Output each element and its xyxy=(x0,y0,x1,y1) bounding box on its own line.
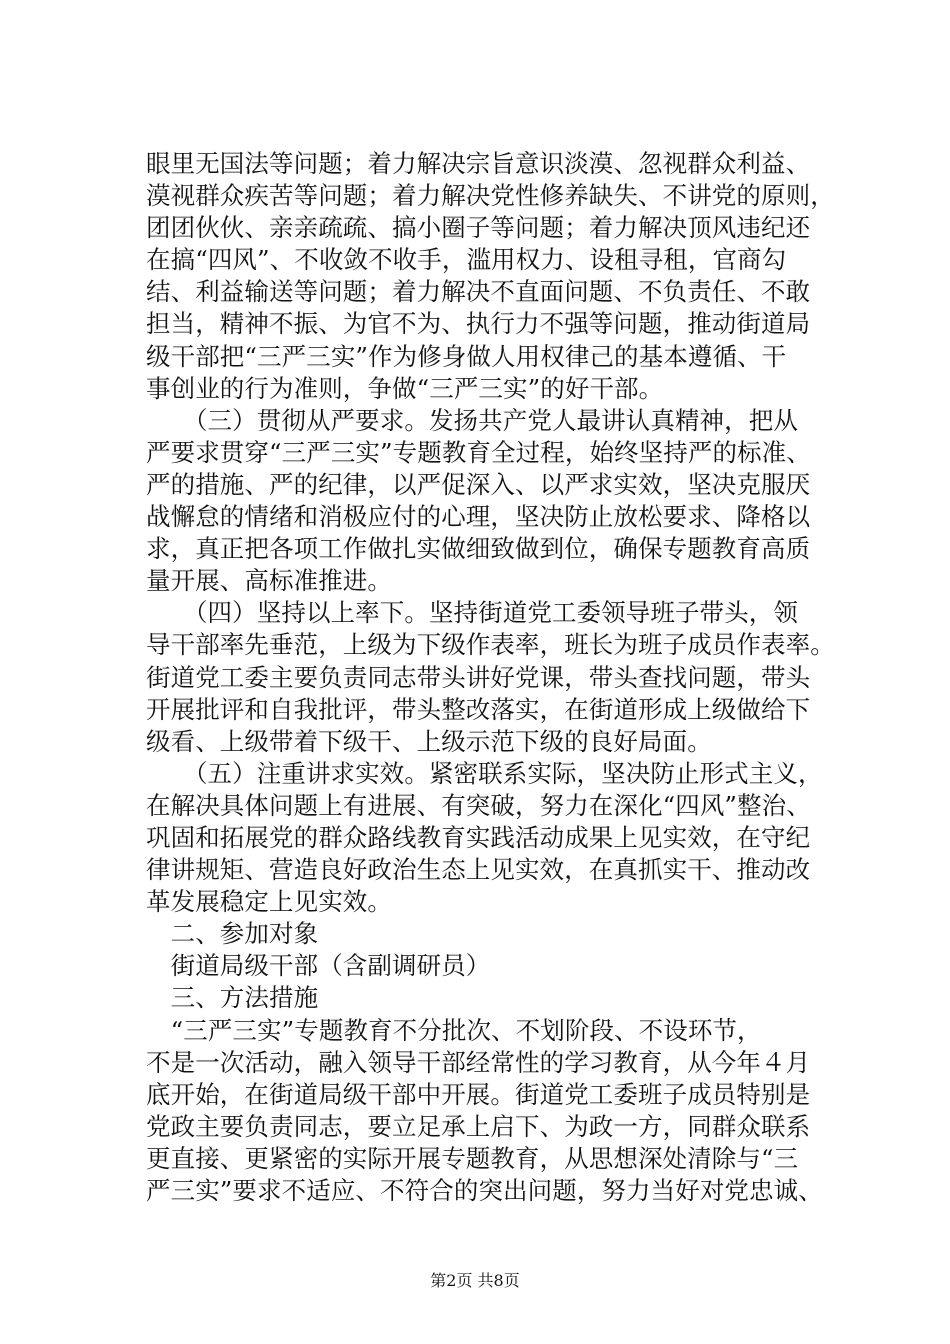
text-line: 事创业的行为准则，争做“三严三实”的好干部。 xyxy=(146,373,664,403)
text-line: 严要求贯穿“三严三实”专题教育全过程，始终坚持严的标准、 xyxy=(146,437,811,467)
text-line: 战懈怠的情绪和消极应付的心理，坚决防止放松要求、降格以 xyxy=(146,502,811,532)
text-line: 严的措施、严的纪律，以严促深入、以严求实效，坚决克服厌 xyxy=(146,469,811,499)
text-line: 担当，精神不振、为官不为、执行力不强等问题，推动街道局 xyxy=(146,309,811,339)
text-line: 街道局级干部（含副调研员） xyxy=(146,951,491,981)
text-line: 级看、上级带着下级干、上级示范下级的良好局面。 xyxy=(146,726,712,756)
text-line: 导干部率先垂范，上级为下级作表率，班长为班子成员作表率。 xyxy=(146,630,835,660)
text-line: 量开展、高标准推进。 xyxy=(146,566,392,596)
text-line: 求，真正把各项工作做扎实做细致做到位，确保专题教育高质 xyxy=(146,534,811,564)
text-line: 团团伙伙、亲亲疏疏、搞小圈子等问题；着力解决顶风违纪还 xyxy=(146,213,811,243)
text-line: 眼里无国法等问题；着力解决宗旨意识淡漠、忽视群众利益、 xyxy=(146,149,811,178)
text-line: 严三实”要求不适应、不符合的突出问题，努力当好对党忠诚、 xyxy=(146,1176,823,1205)
document-body xyxy=(146,148,836,1207)
section-heading-line: （三）贯彻从严要求。发扬共产党人最讲认真精神，把从 xyxy=(146,405,798,435)
text-line: 在解决具体问题上有进展、有突破，努力在深化“四风”整治、 xyxy=(146,790,811,820)
text-line: 党政主要负责同志，要立足承上启下、为政一方，同群众联系 xyxy=(146,1111,811,1141)
text-line: 在搞“四风”、不收敛不收手，滥用权力、设租寻租，官商勾 xyxy=(146,245,787,275)
text-line: 开展批评和自我批评，带头整改落实，在街道形成上级做给下 xyxy=(146,694,811,724)
text-line: 漠视群众疾苦等问题；着力解决党性修养缺失、不讲党的原则， xyxy=(146,181,835,211)
section-heading-line: （五）注重讲求实效。紧密联系实际，坚决防止形式主义， xyxy=(146,758,823,788)
text-line: “三严三实”专题教育不分批次、不划阶段、不设环节， xyxy=(146,1015,762,1045)
page-number-footer: 第2页 共8页 xyxy=(430,1271,520,1290)
text-line: 革发展稳定上见实效。 xyxy=(146,887,392,917)
text-line: 更直接、更紧密的实际开展专题教育，从思想深处清除与“三 xyxy=(146,1143,799,1173)
text-line: 律讲规矩、营造良好政治生态上见实效，在真抓实干、推动改 xyxy=(146,855,811,885)
section-heading-line: （四）坚持以上率下。坚持街道党工委领导班子带头，领 xyxy=(146,598,798,628)
text-line: 不是一次活动，融入领导干部经常性的学习教育，从今年４月 xyxy=(146,1047,811,1077)
text-line: 结、利益输送等问题；着力解决不直面问题、不负责任、不敢 xyxy=(146,277,811,307)
text-line: 街道党工委主要负责同志带头讲好党课，带头查找问题，带头 xyxy=(146,662,811,692)
text-line: 巩固和拓展党的群众路线教育实践活动成果上见实效，在守纪 xyxy=(146,822,811,852)
text-line: 级干部把“三严三实”作为修身做人用权律己的基本遵循、干 xyxy=(146,341,787,371)
text-line: 底开始，在街道局级干部中开展。街道党工委班子成员特别是 xyxy=(146,1079,811,1109)
section-title: 二、参加对象 xyxy=(146,919,319,949)
section-title: 三、方法措施 xyxy=(146,983,319,1013)
